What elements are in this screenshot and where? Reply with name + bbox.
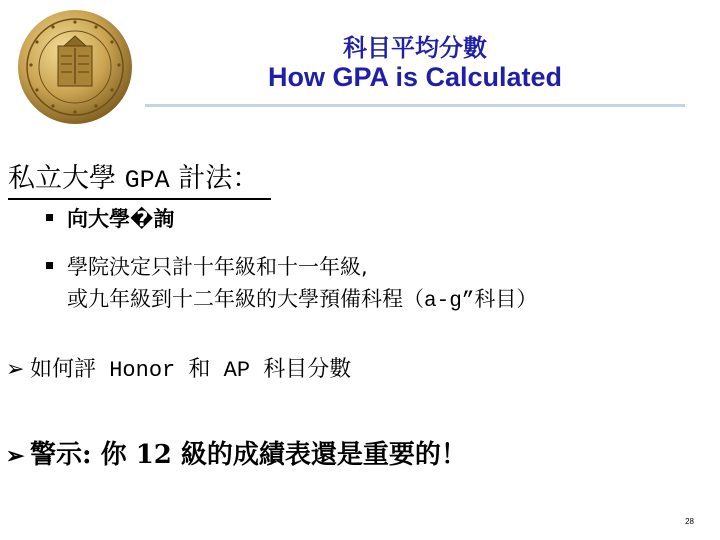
continuation-suffix: 科目） bbox=[474, 287, 538, 311]
bullet-text: 學院決定只計十年級和十一年級, bbox=[67, 255, 368, 279]
heading-suffix: 計法： bbox=[169, 163, 260, 194]
arrow-bullet-icon: ➢ bbox=[6, 357, 25, 382]
continuation-prefix: 或九年級到十二年級的大學預備科程 bbox=[67, 287, 403, 311]
slide-title-chinese: 科目平均分數 bbox=[343, 34, 487, 62]
arrow-item-suffix: 科目分數 bbox=[263, 357, 352, 382]
square-bullet-icon bbox=[46, 214, 53, 221]
section-heading bbox=[8, 162, 271, 200]
continuation-code: （a-g” bbox=[403, 290, 475, 313]
arrow-item-prefix: 如何評 bbox=[30, 357, 97, 382]
bullet-item bbox=[46, 251, 368, 281]
arrow-item bbox=[6, 352, 351, 383]
warning-item bbox=[6, 434, 467, 471]
arrow-bullet-icon: ➢ bbox=[6, 443, 25, 469]
warning-text: 警示: 你 12 級的成績表還是重要的！ bbox=[30, 440, 467, 470]
bullet-text: 向大學�詢 bbox=[67, 207, 175, 231]
page-number: 28 bbox=[685, 517, 694, 526]
bullet-continuation bbox=[67, 283, 537, 313]
heading-gpa: GPA bbox=[124, 166, 170, 195]
title-divider bbox=[145, 104, 685, 107]
slide-title-english: How GPA is Calculated bbox=[267, 62, 563, 92]
arrow-item-code: Honor 和 AP bbox=[96, 358, 264, 383]
heading-prefix: 私立大學 bbox=[8, 163, 116, 194]
bullet-item bbox=[46, 203, 174, 233]
square-bullet-icon bbox=[46, 262, 53, 269]
university-seal-icon bbox=[16, 8, 134, 126]
